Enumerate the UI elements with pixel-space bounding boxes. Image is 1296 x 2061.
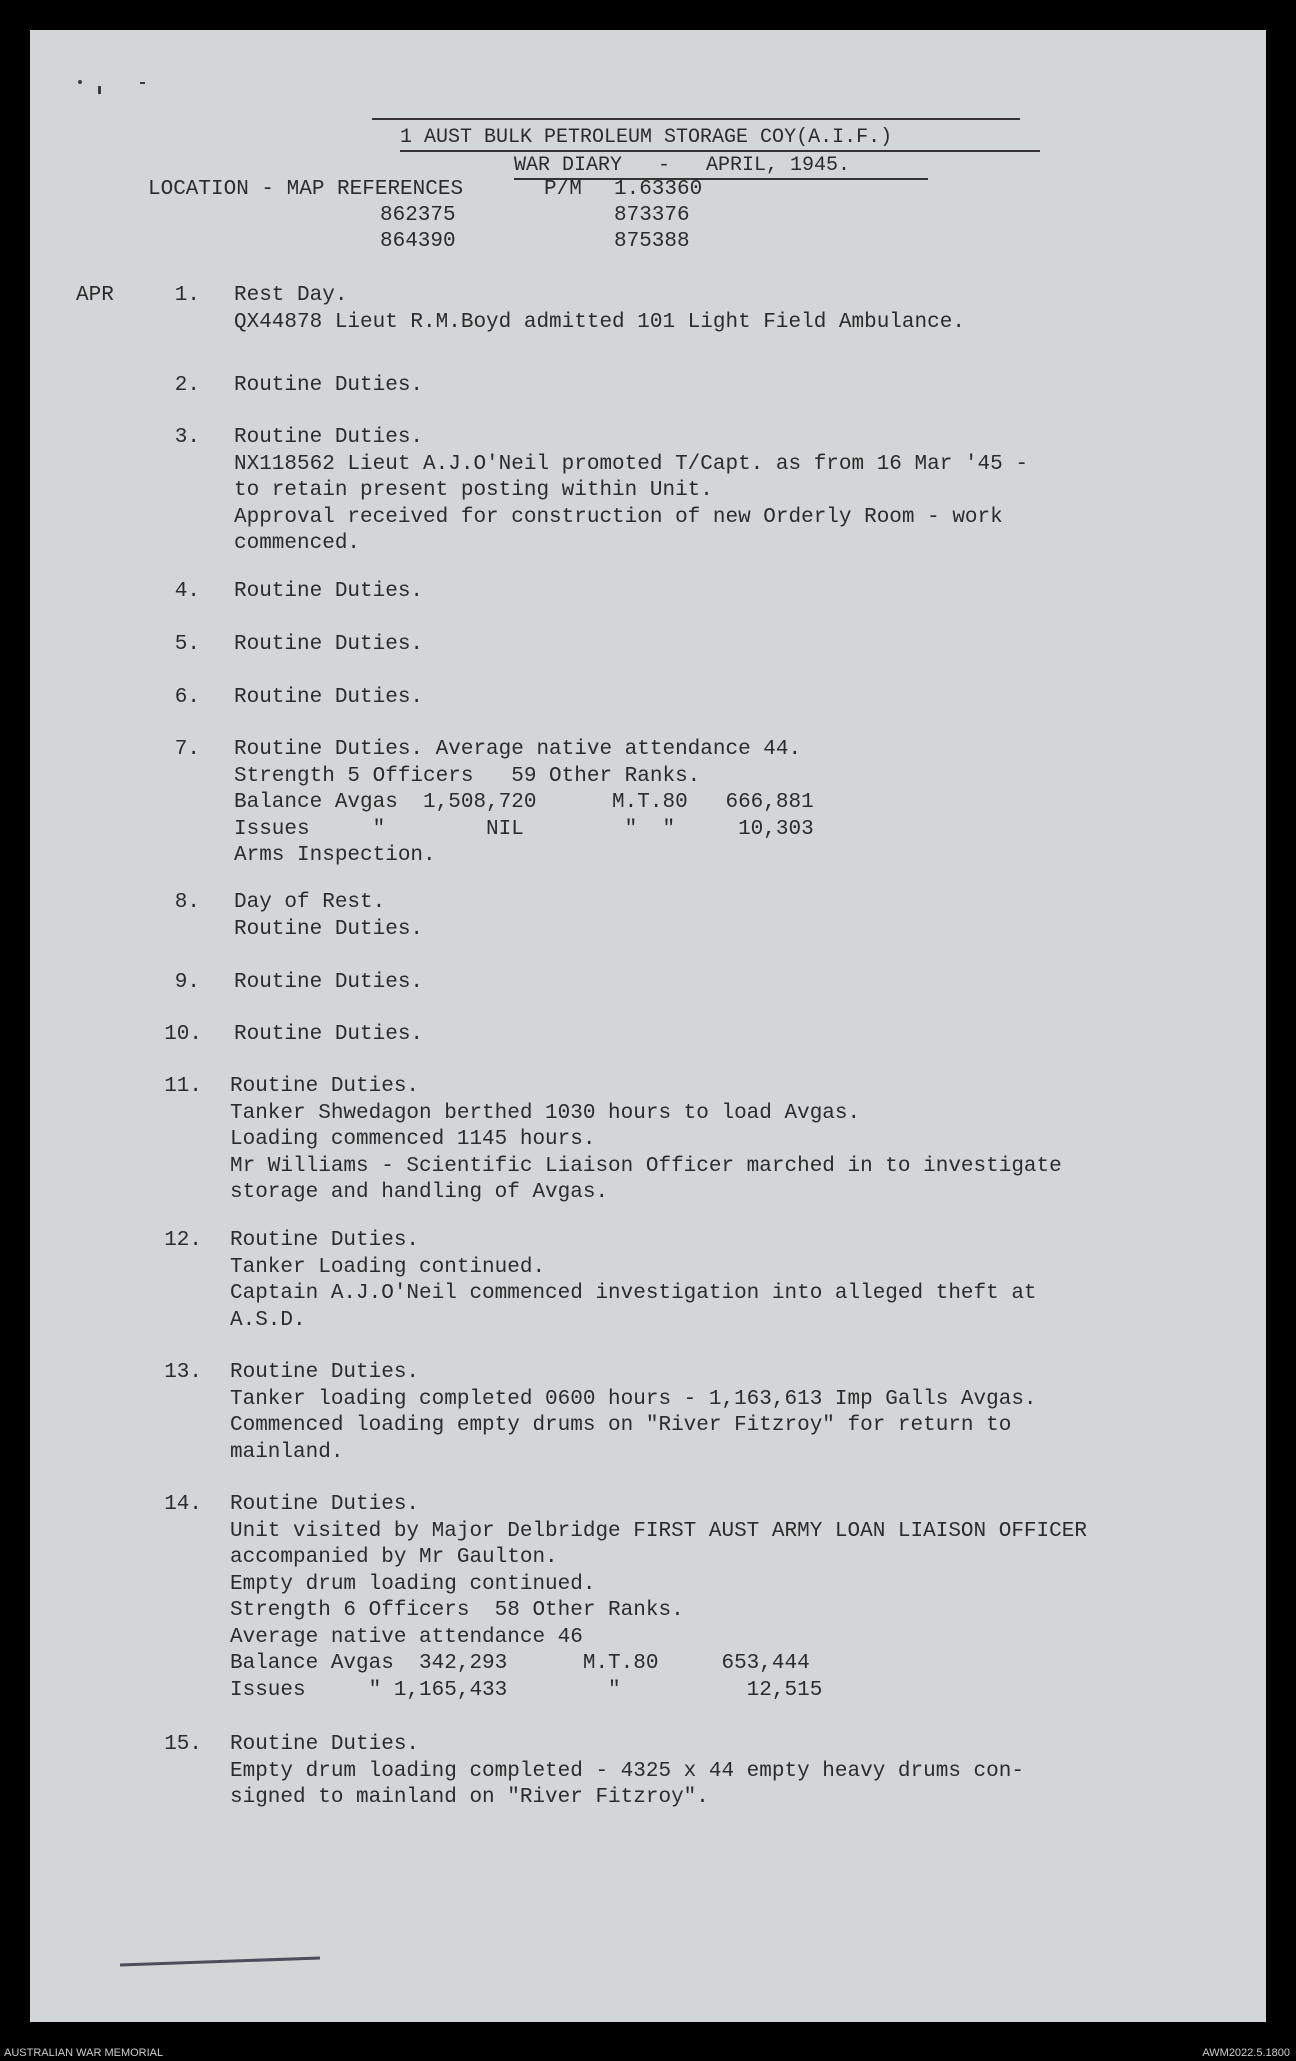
entry-line: Mr Williams - Scientific Liaison Officer marched in to investigate — [230, 1154, 1062, 1178]
entry-day: 15. — [164, 1733, 202, 1756]
map-ref: 864390 — [380, 230, 456, 253]
punch-mark — [98, 86, 101, 94]
entry-day: 11. — [164, 1075, 202, 1098]
entry-line: Arms Inspection. — [234, 844, 436, 867]
entry-day: 1. — [174, 284, 200, 307]
entry-line: Routine Duties. — [234, 971, 424, 994]
diary-subtitle: WAR DIARY - APRIL, 1945. — [514, 154, 851, 177]
entry-line: Routine Duties. — [230, 1361, 420, 1384]
month-label: APR — [76, 284, 114, 307]
entry-day: 5. — [174, 633, 200, 656]
entry-line: Balance Avgas 342,293 M.T.80 653,444 — [230, 1652, 810, 1675]
entry-day: 10. — [164, 1023, 202, 1046]
entry-line: Approval received for construction of new Orderly Room - work — [234, 505, 1003, 529]
entry-line: Strength 5 Officers 59 Other Ranks. — [234, 764, 701, 788]
map-ref: 1.63360 — [614, 178, 703, 201]
entry-line: Unit visited by Major Delbridge FIRST AUST ARMY LOAN LIAISON OFFICER — [230, 1519, 1087, 1543]
entry-line: signed to mainland on "River Fitzroy". — [230, 1786, 709, 1809]
title-underline — [372, 118, 1020, 120]
entry-line: Routine Duties. — [230, 1493, 420, 1516]
entry-line: commenced. — [234, 532, 361, 555]
entry-line: Routine Duties. — [234, 917, 424, 941]
entry-line: Tanker Shwedagon berthed 1030 hours to load Avgas. — [230, 1101, 861, 1125]
entry-line: Commenced loading empty drums on "River Fitzroy" for return to — [230, 1414, 1012, 1437]
entry-line: Average native attendance 46 — [230, 1625, 583, 1649]
entry-line: Captain A.J.O'Neil commenced investigation into alleged theft at — [230, 1282, 1037, 1305]
entry-line: NX118562 Lieut A.J.O'Neil promoted T/Capt. as from 16 Mar '45 - — [234, 452, 1028, 476]
entry-line: Tanker loading completed 0600 hours - 1,163,613 Imp Galls Avgas. — [230, 1387, 1037, 1411]
entry-day: 7. — [174, 738, 200, 761]
entry-line: Routine Duties. — [234, 633, 424, 656]
entry-day: 8. — [174, 891, 200, 914]
entry-line: Routine Duties. — [230, 1733, 420, 1756]
entry-line: Strength 6 Officers 58 Other Ranks. — [230, 1599, 684, 1622]
entry-day: 14. — [164, 1493, 202, 1516]
entry-day: 3. — [174, 426, 200, 449]
punch-mark — [140, 82, 145, 84]
entry-line: Empty drum loading completed - 4325 x 44 empty heavy drums con- — [230, 1759, 1024, 1783]
entry-line: Loading commenced 1145 hours. — [230, 1128, 596, 1151]
entry-line: Issues " NIL " " 10,303 — [234, 817, 814, 841]
entry-day: 2. — [174, 374, 200, 397]
entry-line: Routine Duties. — [230, 1075, 420, 1098]
entry-line: Routine Duties. — [234, 580, 424, 603]
map-ref: 873376 — [614, 204, 690, 227]
entry-line: Empty drum loading continued. — [230, 1572, 596, 1596]
entry-day: 9. — [174, 971, 200, 994]
entry-line: QX44878 Lieut R.M.Boyd admitted 101 Light Field Ambulance. — [234, 310, 965, 334]
signature-mark — [120, 1957, 320, 1967]
entry-line: mainland. — [230, 1440, 344, 1464]
entry-line: Issues " 1,165,433 " 12,515 — [230, 1678, 823, 1702]
entry-day: 6. — [174, 686, 200, 709]
entry-day: 13. — [164, 1361, 202, 1384]
footer-left: AUSTRALIAN WAR MEMORIAL — [4, 2047, 164, 2059]
location-label: LOCATION - MAP REFERENCES — [148, 178, 464, 201]
entry-line: accompanied by Mr Gaulton. — [230, 1546, 558, 1569]
location-pm: P/M — [544, 178, 582, 201]
entry-line: Routine Duties. — [234, 426, 424, 449]
entry-line: Routine Duties. — [234, 686, 424, 709]
document-page — [30, 30, 1266, 2022]
entry-day: 4. — [174, 580, 200, 603]
entry-line: storage and handling of Avgas. — [230, 1181, 609, 1204]
entry-line: Routine Duties. — [234, 374, 424, 397]
entry-line: Rest Day. — [234, 284, 348, 307]
diary-title: 1 AUST BULK PETROLEUM STORAGE COY(A.I.F.) — [400, 126, 893, 149]
punch-mark — [78, 80, 82, 84]
map-ref: 875388 — [614, 230, 690, 253]
entry-day: 12. — [164, 1229, 202, 1252]
entry-line: Routine Duties. — [230, 1229, 420, 1252]
title-underline — [400, 150, 1040, 152]
entry-line: A.S.D. — [230, 1308, 306, 1332]
entry-line: Balance Avgas 1,508,720 M.T.80 666,881 — [234, 791, 814, 814]
map-ref: 862375 — [380, 204, 456, 227]
entry-line: to retain present posting within Unit. — [234, 479, 713, 502]
entry-line: Tanker Loading continued. — [230, 1255, 546, 1279]
entry-line: Routine Duties. Average native attendance 44. — [234, 738, 802, 761]
entry-line: Routine Duties. — [234, 1023, 424, 1046]
footer-right: AWM2022.5.1800 — [1202, 2047, 1290, 2059]
entry-line: Day of Rest. — [234, 891, 386, 914]
